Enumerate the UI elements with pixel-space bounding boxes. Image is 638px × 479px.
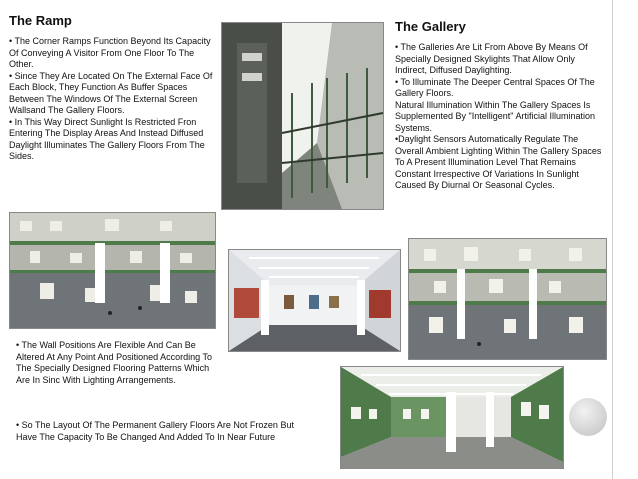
ramp-text: [9, 36, 215, 163]
gallery-heading: The Gallery: [395, 19, 466, 34]
gallery-paragraph-2: • To Illuminate The Deeper Central Spaces Of The Gallery Floors.: [395, 76, 595, 98]
ramp-corridor-photo: [221, 22, 384, 210]
ramp-paragraph-3: • In This Way Direct Sunlight Is Restricted Fron Entering The Display Areas And Instead Diffused Daylight Illuminates The Gallery Floors From The Sides.: [9, 116, 205, 161]
ramp-paragraph-1: • The Corner Ramps Function Beyond Its Capacity Of Conveying A Visitor From One Floor To The Other.: [9, 36, 211, 69]
gallery-hall-photo: [228, 249, 401, 352]
decorative-circle: [569, 398, 607, 436]
ramp-paragraph-2: • Since They Are Located On The External Face Of Each Block, They Function As Buffer Spaces Between The Windows Of The External Screen Wallsand The Gallery Floors.: [9, 70, 213, 115]
upper-galleries-photo: [408, 238, 607, 360]
walls-paragraph-1: • The Wall Positions Are Flexible And Can Be Altered At Any Point And Positioned According To The Specially Designed Flooring Patterns Which Are In Sinc With Lighting Arrangements.: [16, 340, 212, 385]
walls-text-2: [16, 420, 316, 443]
green-wall-gallery-photo: [340, 366, 564, 469]
gallery-paragraph-1: • The Galleries Are Lit From Above By Means Of Specially Designed Skylights That Allow Only Indirect, Diffused Daylighting.: [395, 42, 588, 75]
gallery-paragraph-4: •Daylight Sensors Automatically Regulate The Overall Ambient Lighting Within The Gallery Spaces To A Present Illumination Level That Remains Constant Irrespective Of Variations In Sunlight Caused By Diurnal Or Seasonal Cycles.: [395, 134, 602, 190]
ramp-heading: The Ramp: [9, 13, 72, 28]
walls-paragraph-2: • So The Layout Of The Permanent Gallery Floors Are Not Frozen But Have The Capacity To Be Changed And Added To In Near Future: [16, 420, 294, 442]
atrium-overview-photo: [9, 212, 216, 329]
gallery-text: [395, 42, 607, 192]
walls-text-1: [16, 340, 221, 386]
right-divider: [612, 0, 613, 479]
gallery-paragraph-3: Natural Illumination Within The Gallery Spaces Is Supplemented By "Intelligent" Artificial Illumination Systems.: [395, 99, 595, 133]
